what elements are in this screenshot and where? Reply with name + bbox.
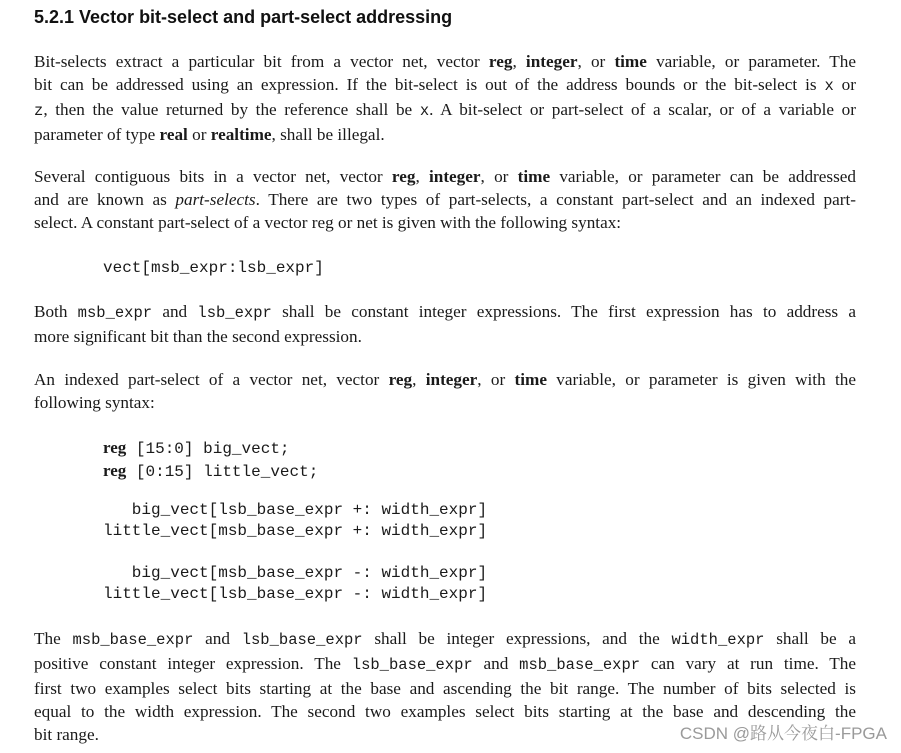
keyword-reg: reg bbox=[391, 167, 416, 186]
keyword-time: time bbox=[517, 167, 551, 186]
keyword-integer: integer bbox=[425, 370, 478, 389]
code-line: reg [15:0] big_vect; bbox=[103, 438, 290, 458]
text-line: and are known as part-selects. There are two types of part-selects, a constant part-select and an indexed part- bbox=[34, 190, 857, 209]
keyword-time: time bbox=[614, 52, 647, 71]
code-width-expr: width_expr bbox=[671, 631, 765, 649]
text-line: Several contiguous bits in a vector net, vector reg, integer, or time variable, or parameter can be addressed bbox=[34, 167, 857, 186]
code-declarations bbox=[103, 437, 318, 483]
text-line: bit range. bbox=[34, 725, 99, 744]
paragraph-bit-select bbox=[34, 50, 856, 146]
text-line: bit can be addressed using an expression. If the bit-select is out of the address bounds or the bit-select is x or bbox=[34, 75, 856, 95]
text-line: first two examples select bits starting at the base and ascending the bit range. The number of bits selected is bbox=[34, 679, 856, 698]
section-heading: 5.2.1 Vector bit-select and part-select addressing bbox=[34, 7, 453, 27]
code-constant-part-select bbox=[103, 258, 324, 279]
keyword-reg: reg bbox=[388, 370, 413, 389]
code-msb-base-expr: msb_base_expr bbox=[72, 631, 194, 649]
paragraph-indexed-part-select bbox=[34, 368, 856, 414]
text-line: more significant bit than the second expression. bbox=[34, 327, 362, 346]
keyword-realtime: realtime bbox=[210, 125, 272, 144]
csdn-watermark: CSDN @路从今夜白-FPGA bbox=[679, 724, 887, 743]
code-line: vect[msb_expr:lsb_expr] bbox=[103, 259, 324, 277]
term-part-selects: part-selects bbox=[175, 190, 256, 209]
code-line: big_vect[lsb_base_expr +: width_expr] bbox=[103, 501, 488, 519]
keyword-reg: reg bbox=[488, 52, 513, 71]
keyword-reg: reg bbox=[103, 461, 127, 480]
paragraph-part-select bbox=[34, 165, 856, 234]
text-line: equal to the width expression. The second two examples select bits starting at the base and descending the bbox=[34, 702, 856, 721]
code-msb-base-expr: msb_base_expr bbox=[519, 656, 641, 674]
code-line: big_vect[msb_base_expr -: width_expr] bbox=[103, 564, 488, 582]
keyword-real: real bbox=[159, 125, 188, 144]
code-lsb-base-expr: lsb_base_expr bbox=[241, 631, 363, 649]
code-line: little_vect[lsb_base_expr -: width_expr] bbox=[103, 585, 488, 603]
code-lsb-expr: lsb_expr bbox=[197, 304, 272, 322]
text-line: Bit-selects extract a particular bit from a vector net, vector reg, integer, or time variable, or parameter. The bbox=[34, 52, 857, 71]
keyword-integer: integer bbox=[525, 52, 578, 71]
code-ascending-examples bbox=[103, 500, 487, 542]
code-lsb-base-expr: lsb_base_expr bbox=[351, 656, 473, 674]
code-z: z bbox=[34, 102, 44, 120]
text-line: z, then the value returned by the reference shall be x. A bit-select or part-select of a scalar, or of a variable or bbox=[34, 100, 856, 120]
text-line: following syntax: bbox=[34, 393, 155, 412]
code-x: x bbox=[419, 102, 430, 120]
text-line: parameter of type real or realtime, shall be illegal. bbox=[34, 125, 385, 144]
code-x: x bbox=[824, 77, 834, 95]
keyword-time: time bbox=[514, 370, 547, 389]
text-line: An indexed part-select of a vector net, vector reg, integer, or time variable, or parameter is given with the bbox=[34, 370, 856, 389]
keyword-integer: integer bbox=[428, 167, 481, 186]
code-descending-examples bbox=[103, 563, 487, 605]
text-line: positive constant integer expression. The lsb_base_expr and msb_base_expr can vary at run time. The bbox=[34, 654, 856, 674]
code-msb-expr: msb_expr bbox=[77, 304, 153, 322]
keyword-reg: reg bbox=[103, 438, 127, 457]
text-line: select. A constant part-select of a vector reg or net is given with the following syntax: bbox=[34, 213, 622, 232]
code-line: little_vect[msb_base_expr +: width_expr] bbox=[103, 522, 488, 540]
text-line: Both msb_expr and lsb_expr shall be constant integer expressions. The first expression has to address a bbox=[34, 302, 856, 322]
paragraph-constant-exprs bbox=[34, 300, 856, 348]
code-line: reg [0:15] little_vect; bbox=[103, 461, 319, 481]
text-line: The msb_base_expr and lsb_base_expr shall be integer expressions, and the width_expr shall be a bbox=[34, 629, 856, 649]
